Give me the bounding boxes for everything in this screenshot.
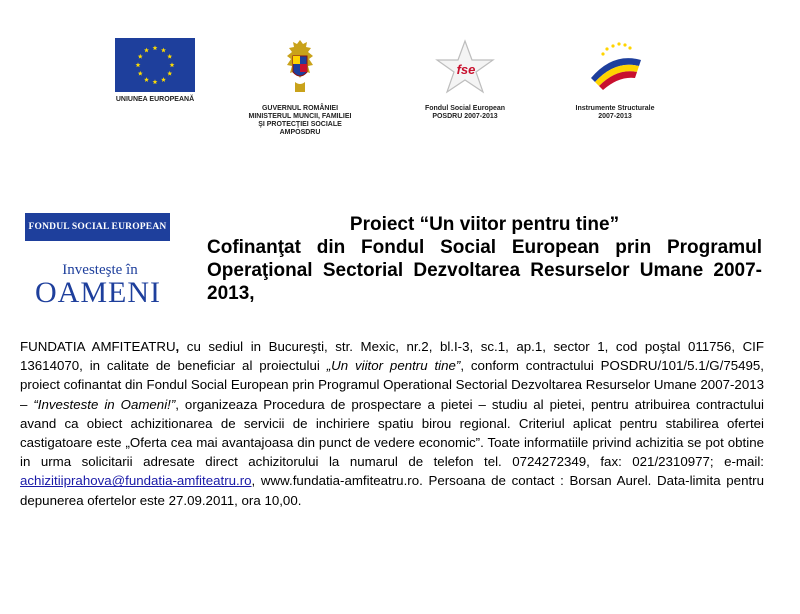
eu-star-icon: [167, 71, 172, 76]
eu-star-icon: [136, 62, 141, 67]
organization-name: FUNDATIA AMFITEATRU: [20, 339, 176, 354]
fse-star-icon: [433, 38, 497, 96]
romania-coat-of-arms-icon: [283, 38, 317, 96]
eu-star-icon: [170, 62, 175, 67]
eu-star-icon: [153, 79, 158, 84]
eu-flag-icon: [115, 38, 195, 92]
body-part-3: , organizeaza Procedura de prospectare a pietei – studiu al pietei, pentru atribuirea contractului avand ca obiect achizitionarea de servicii de inchiriere spatiu birou regional. Criteriul aplicat pentru stabilirea ofertei castigatoare este „Oferta cea mai avantajoasa din punct de vedere economic”. Toate informatiile privind achizitia se pot obtine in urma solicitarii adresate direct achizitorului la numarul de telefon tel. 0724272349, fax: 021/2310977; e-mail:: [20, 396, 764, 470]
announcement-paragraph: [20, 337, 764, 510]
fse-caption: Fondul Social European POSDRU 2007-2013: [424, 105, 506, 120]
eu-star-icon: [144, 48, 149, 53]
structural-instruments-caption: Instrumente Structurale 2007-2013: [575, 105, 655, 120]
project-title: Proiect “Un viitor pentru tine”: [349, 214, 620, 235]
eu-star-icon: [161, 77, 166, 82]
eu-star-icon: [138, 54, 143, 59]
body-part-2: , conform contractului POSDRU/101/5.1/G/75495, proiect cofinantat din Fondul Social European prin Programul Operational Sectorial Dezvoltarea Resurselor Umane 2007-2013 –: [20, 358, 764, 412]
eu-star-icon: [138, 71, 143, 76]
body-part-4: , www.fundatia-amfiteatru.ro. Persoana de contact : Borsan Aurel. Data-limita pentru depunerea ofertelor este 27.09.2011, ora 10,00.: [20, 473, 764, 508]
body-part-1: cu sediul in Bucureşti, str. Mexic, nr.2, bl.I-3, sc.1, ap.1, sector 1, cod poştal 011756, CIF 13614070, in calitate de beneficiar al proiectului: [20, 339, 764, 374]
eu-caption: UNIUNEA EUROPEANĂ: [115, 96, 195, 103]
slogan-italic: “Investeste in Oameni!”: [33, 396, 176, 412]
headline: [207, 213, 762, 305]
structural-instruments-logo: [560, 38, 670, 121]
eu-logo: [100, 38, 210, 104]
eu-star-icon: [153, 45, 158, 50]
government-logo: [240, 38, 360, 137]
slogan-investeste: Investeşte în: [62, 262, 138, 278]
project-subtitle: Cofinanţat din Fondul Social European prin Programul Operaţional Sectorial Dezvoltarea Resurselor Umane 2007- 2013,: [207, 237, 762, 304]
fse-banner: FONDUL SOCIAL EUROPEAN: [25, 213, 170, 241]
fse-logo: [410, 38, 520, 121]
structural-instruments-icon: [583, 38, 647, 96]
eu-star-icon: [144, 77, 149, 82]
slogan-oameni: OAMENI: [35, 276, 161, 309]
org-comma: ,: [175, 339, 180, 354]
fse-mark-text: fse: [456, 62, 476, 77]
eu-star-icon: [161, 48, 166, 53]
eu-star-icon: [167, 54, 172, 59]
government-caption: GUVERNUL ROMÂNIEI MINISTERUL MUNCII, FAMILIEI ŞI PROTECŢIEI SOCIALE AMPOSDRU: [248, 105, 352, 136]
project-name-italic: „Un viitor pentru tine”: [326, 358, 461, 374]
email-link[interactable]: achizitiiprahova@fundatia-amfiteatru.ro: [20, 473, 252, 489]
